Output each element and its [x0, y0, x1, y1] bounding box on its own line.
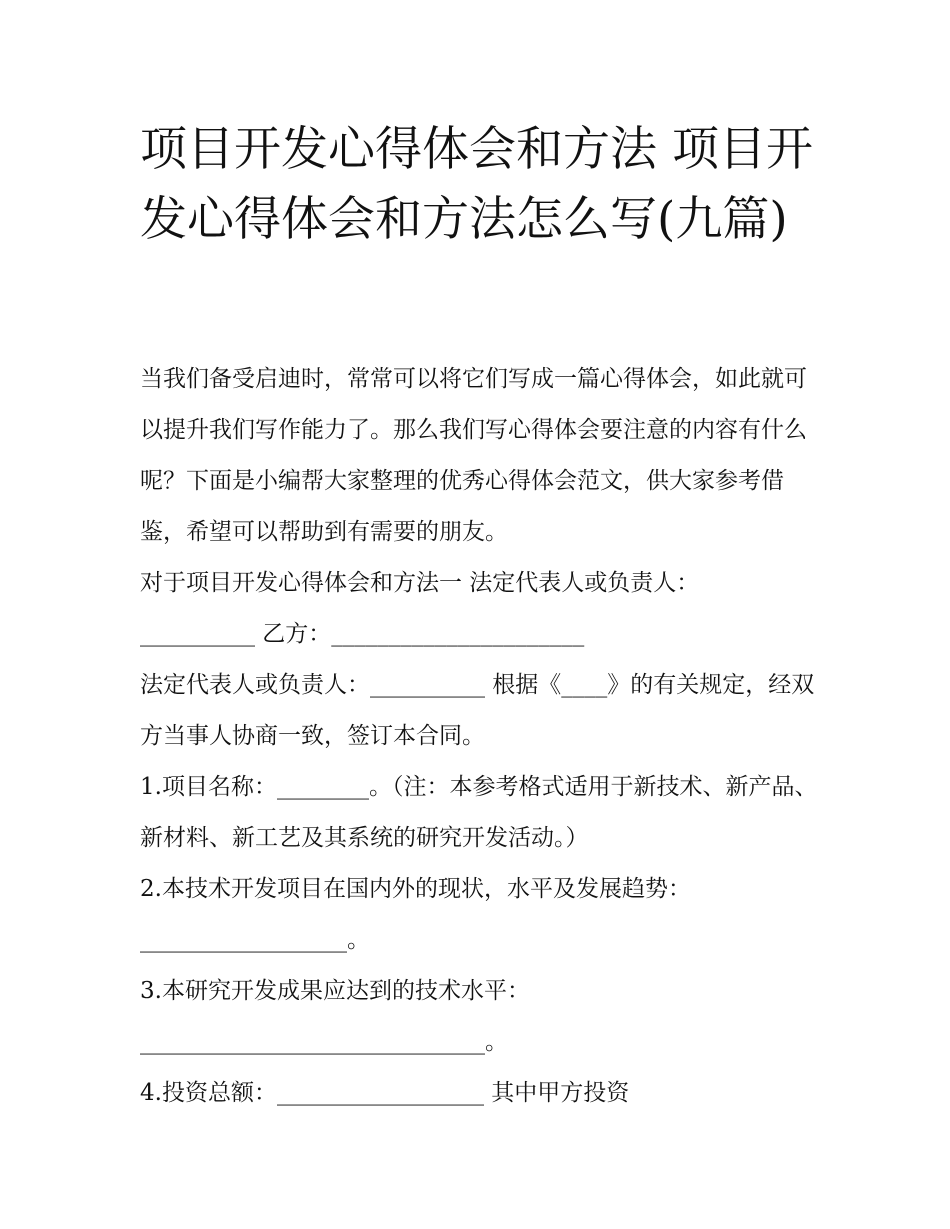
document-title: 项目开发心得体会和方法 项目开发心得体会和方法怎么写(九篇) — [140, 122, 813, 247]
party-b-line: __________ 乙方：______________________ — [140, 621, 585, 647]
intro-paragraph: 当我们备受启迪时，常常可以将它们写成一篇心得体会，如此就可以提升我们写作能力了。那么我们写心得体会要注意的内容有什么呢？下面是小编帮大家整理的优秀心得体会范文，供大家参考借鉴，希望可以帮助到有需要的朋友。 — [140, 366, 807, 545]
legal-rep-paragraph: 法定代表人或负责人：__________ 根据《____》的有关规定，经双方当事人协商一致，签订本合同。 — [140, 672, 815, 749]
item-total-investment: 4.投资总额：__________________ 其中甲方投资 — [140, 1080, 630, 1106]
section-heading: 对于项目开发心得体会和方法一 法定代表人或负责人： — [140, 570, 700, 596]
item-status-trend-blank: __________________。 — [140, 927, 370, 953]
item-technical-level-blank: ______________________________。 — [140, 1029, 508, 1055]
document-body — [140, 354, 820, 1119]
item-technical-level: 3.本研究开发成果应达到的技术水平： — [140, 978, 530, 1004]
item-status-trend: 2.本技术开发项目在国内外的现状，水平及发展趋势： — [140, 876, 691, 902]
item-project-name: 1.项目名称：________。（注：本参考格式适用于新技术、新产品、新材料、新工艺及其系统的研究开发活动。） — [140, 774, 818, 851]
